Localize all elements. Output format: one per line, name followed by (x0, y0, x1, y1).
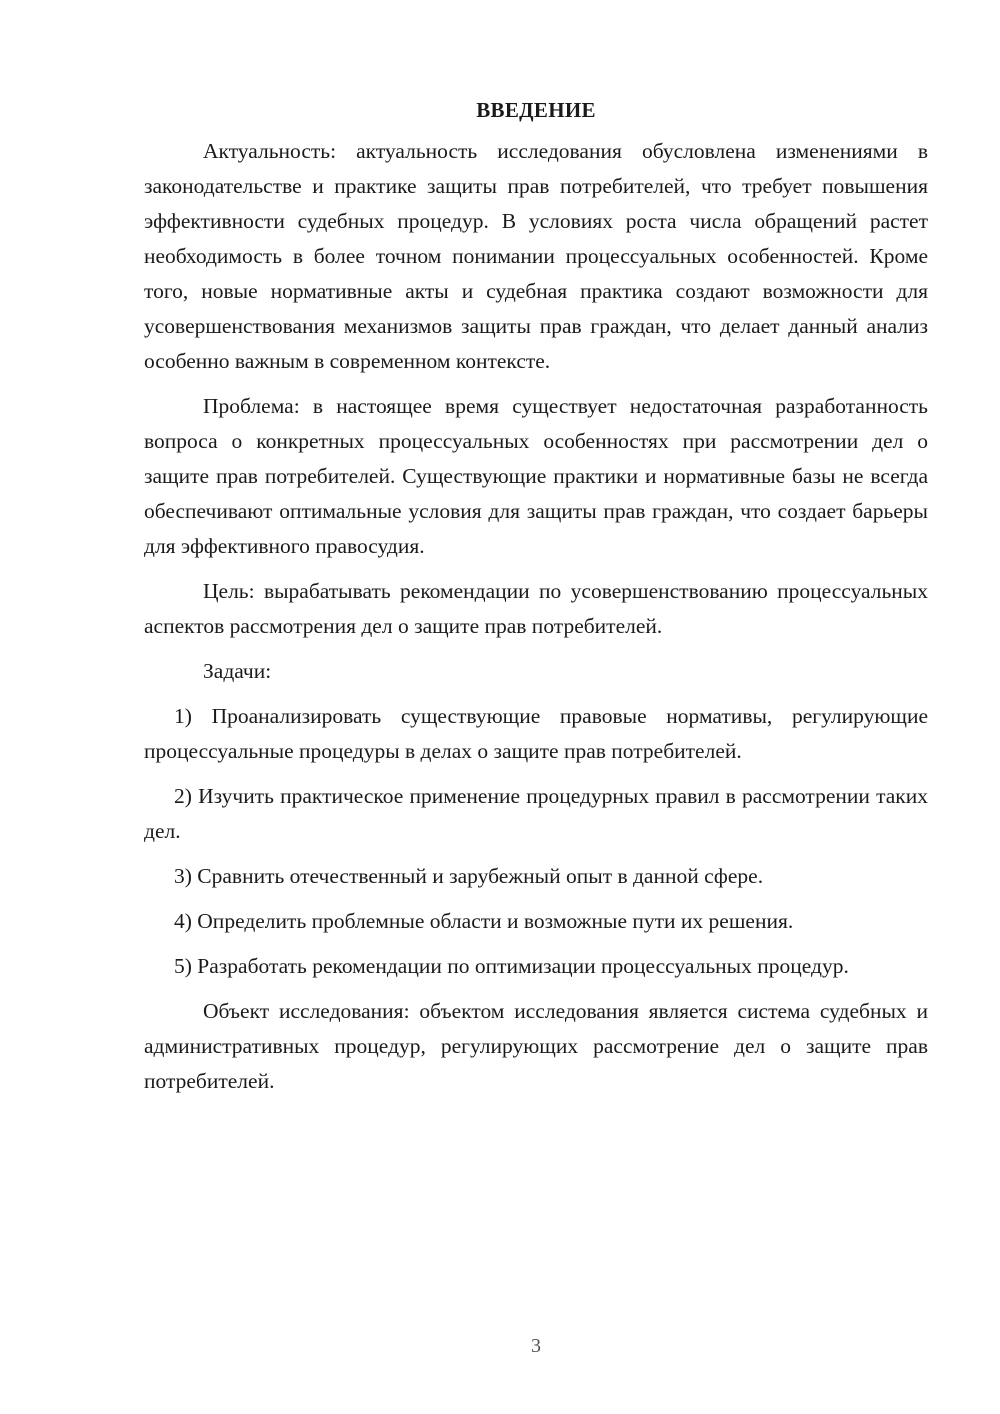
paragraph-problem: Проблема: в настоящее время существует недостаточная разработанность вопроса о конкретных процессуальных особенностях при рассмотрении дел о защите прав потребителей. Существующие практики и нормативные базы не всегда обеспечивают оптимальные условия для защиты прав граждан, что создает барьеры для эффективного правосудия. (144, 394, 928, 558)
tasks-label: Задачи: (203, 659, 272, 683)
section-heading: ВВЕДЕНИЕ (476, 98, 596, 122)
paragraph-object: Объект исследования: объектом исследования является система судебных и административных процедур, регулирующих рассмотрение дел о защите прав потребителей. (144, 999, 928, 1093)
task-item-3: 3) Сравнить отечественный и зарубежный опыт в данной сфере. (174, 864, 764, 888)
paragraph-goal: Цель: вырабатывать рекомендации по усовершенствованию процессуальных аспектов рассмотрения дел о защите прав потребителей. (144, 579, 928, 638)
task-item-5: 5) Разработать рекомендации по оптимизации процессуальных процедур. (174, 954, 849, 978)
page-content (144, 94, 928, 1099)
paragraph-relevance: Актуальность: актуальность исследования обусловлена изменениями в законодательстве и практике защиты прав потребителей, что требует повышения эффективности судебных процедур. В условиях роста числа обращений растет необходимость в более точном понимании процессуальных особенностей. Кроме того, новые нормативные акты и судебная практика создают возможности для усовершенствования механизмов защиты прав граждан, что делает данный анализ особенно важным в современном контексте. (144, 139, 928, 373)
task-item-2: 2) Изучить практическое применение процедурных правил в рассмотрении таких дел. (144, 784, 928, 843)
task-item-1: 1) Проанализировать существующие правовые нормативы, регулирующие процессуальные процедуры в делах о защите прав потребителей. (144, 704, 928, 763)
page-number: 3 (531, 1335, 541, 1357)
task-item-4: 4) Определить проблемные области и возможные пути их решения. (174, 909, 794, 933)
